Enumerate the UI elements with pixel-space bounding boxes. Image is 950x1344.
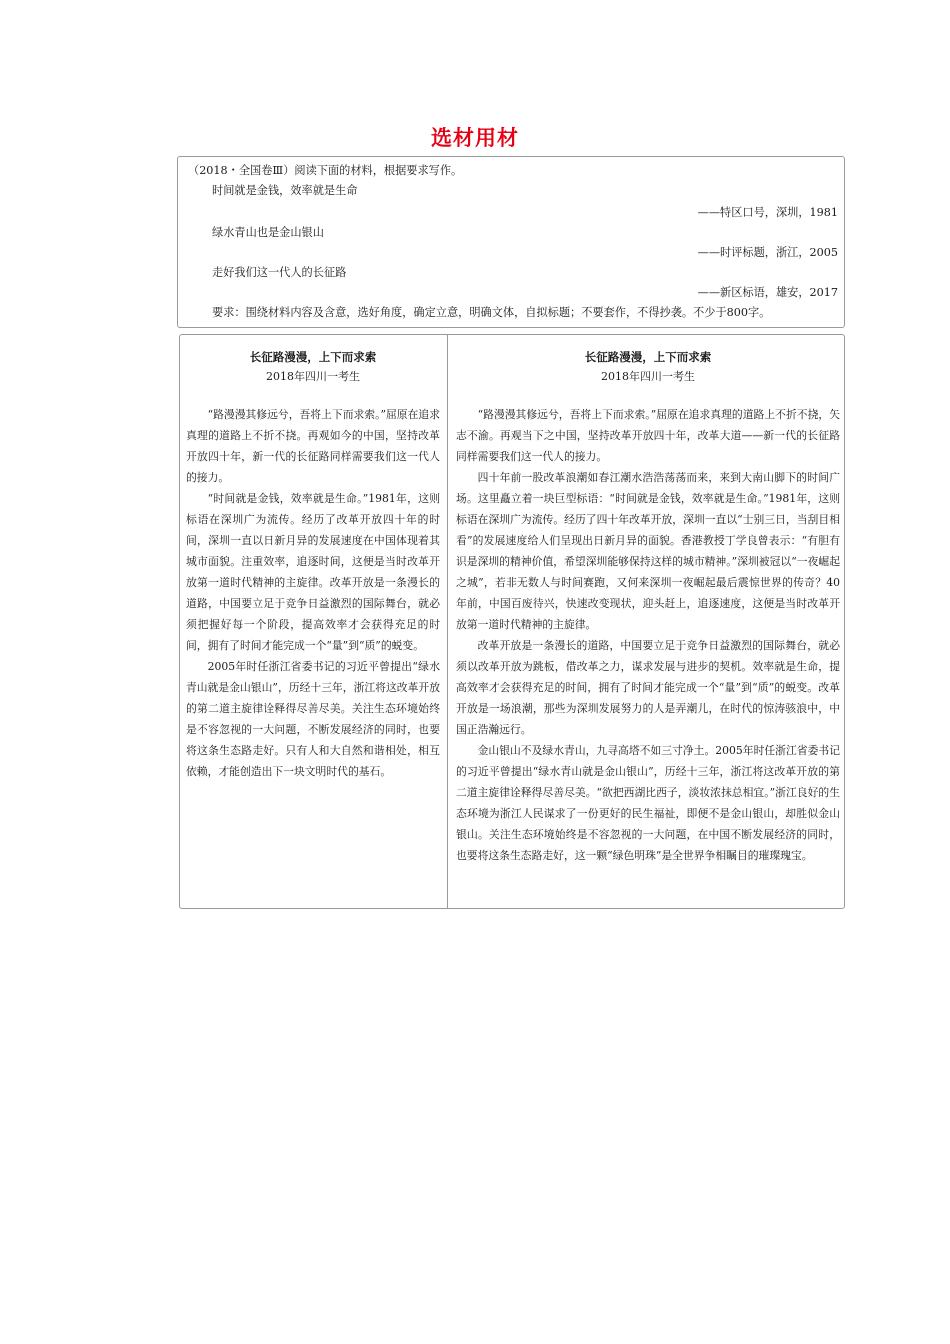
- essay-paragraph: 2005年时任浙江省委书记的习近平曾提出“绿水青山就是金山银山”，历经十三年，浙江将这改革开放的第二道主旋律诠释得尽善尽美。关注生态环境始终是不容忽视的一大问题，不断发展经济的同时，也要将这条生态路走好。只有人和大自然和谐相处，相互依赖，才能创造出下一块文明时代的基石。: [186, 660, 440, 778]
- essay-paragraph: 四十年前一股改革浪潮如春江潮水浩浩荡荡而来，来到大南山脚下的时间广场。这里矗立着一块巨型标语：“时间就是金钱，效率就是生命。”1981年，这则标语在深圳广为流传。经历了四十年改革开放，深圳一直以“士别三日，当刮目相看”的发展速度给人们呈现出日新月异的面貌。香港教授丁学良曾表示：“有胆有识是深圳的精神价值，希望深圳能够保持这样的城市精神。”深圳被冠以“一夜崛起之城”，若非无数人与时间赛跑，又何来深圳一夜崛起最后震惊世界的传奇？40年前，中国百废待兴，快速改变现状，迎头赶上，追逐速度，这便是当时改革开放第一道时代精神的主旋律。: [456, 471, 840, 631]
- material-text-1: 时间就是金钱，效率就是生命: [212, 184, 358, 197]
- material-source-3: ——新区标语，雄安，2017: [697, 286, 838, 299]
- essay-left: [186, 346, 440, 782]
- material-source-2: ——时评标题，浙江，2005: [697, 246, 838, 259]
- page-title: 选材用材: [431, 126, 519, 150]
- essay-author: 2018年四川一考生: [601, 370, 695, 383]
- material-text-3: 走好我们这一代人的长征路: [212, 266, 347, 279]
- material-source-1: ——特区口号，深圳，1981: [697, 206, 838, 219]
- essay-title: 长征路漫漫，上下而求索: [584, 350, 712, 364]
- essay-title: 长征路漫漫，上下而求索: [249, 350, 377, 364]
- prompt-intro: （2018・全国卷Ⅲ）阅读下面的材料，根据要求写作。: [188, 164, 463, 177]
- prompt-box: [177, 156, 845, 328]
- essay-paragraph: “时间就是金钱，效率就是生命。”1981年，这则标语在深圳广为流传。经历了改革开放四十年的时间，深圳一直以日新月异的发展速度在中国体现着其城市面貌。注重效率，追逐时间，这便是当时改革开放第一道时代精神的主旋律。改革开放是一条漫长的道路，中国要立足于竞争日益激烈的国际舞台，就必须把握好每一个阶段，提高效率才会获得充足的时间，拥有了时间才能完成一个“量”到“质”的蜕变。: [186, 492, 440, 652]
- prompt-requirement: 要求：围绕材料内容及含意，选好角度，确定立意，明确文体，自拟标题；不要套作，不得抄袭。不少于800字。: [212, 306, 771, 319]
- essay-right: [456, 346, 840, 866]
- essay-author: 2018年四川一考生: [266, 370, 360, 383]
- essay-paragraph: 金山银山不及绿水青山，九寻高塔不如三寸净土。2005年时任浙江省委书记的习近平曾提出“绿水青山就是金山银山”，历经十三年，浙江将这改革开放的第二道主旋律诠释得尽善尽美。“欲把西湖比西子，淡妆浓抹总相宜。”浙江良好的生态环境为浙江人民谋求了一份更好的民生福祉，即便不是金山银山，却胜似金山银山。关注生态环境始终是不容忽视的一大问题，在中国不断发展经济的同时，也要将这条生态路走好，这一颗“绿色明珠”是全世界争相瞩目的璀璨瑰宝。: [456, 744, 840, 862]
- column-divider: [447, 335, 448, 908]
- essay-paragraph: 改革开放是一条漫长的道路，中国要立足于竞争日益激烈的国际舞台，就必须以改革开放为跳板，借改革之力，谋求发展与进步的契机。效率就是生命，提高效率才会获得充足的时间，拥有了时间才能完成一个“量”到“质”的蜕变。改革开放是一场浪潮，那些为深圳发展努力的人是弄潮儿，在时代的惊涛骇浪中，中国正浩瀚远行。: [456, 639, 840, 736]
- essay-paragraph: “路漫漫其修远兮，吾将上下而求索。”屈原在追求真理的道路上不折不挠，矢志不渝。再观当下之中国，坚持改革开放四十年，改革大道——新一代的长征路同样需要我们这一代人的接力。: [456, 408, 840, 463]
- essay-paragraph: “路漫漫其修远兮，吾将上下而求索。”屈原在追求真理的道路上不折不挠。再观如今的中国，坚持改革开放四十年，新一代的长征路同样需要我们这一代人的接力。: [186, 408, 440, 484]
- material-text-2: 绿水青山也是金山银山: [212, 226, 324, 239]
